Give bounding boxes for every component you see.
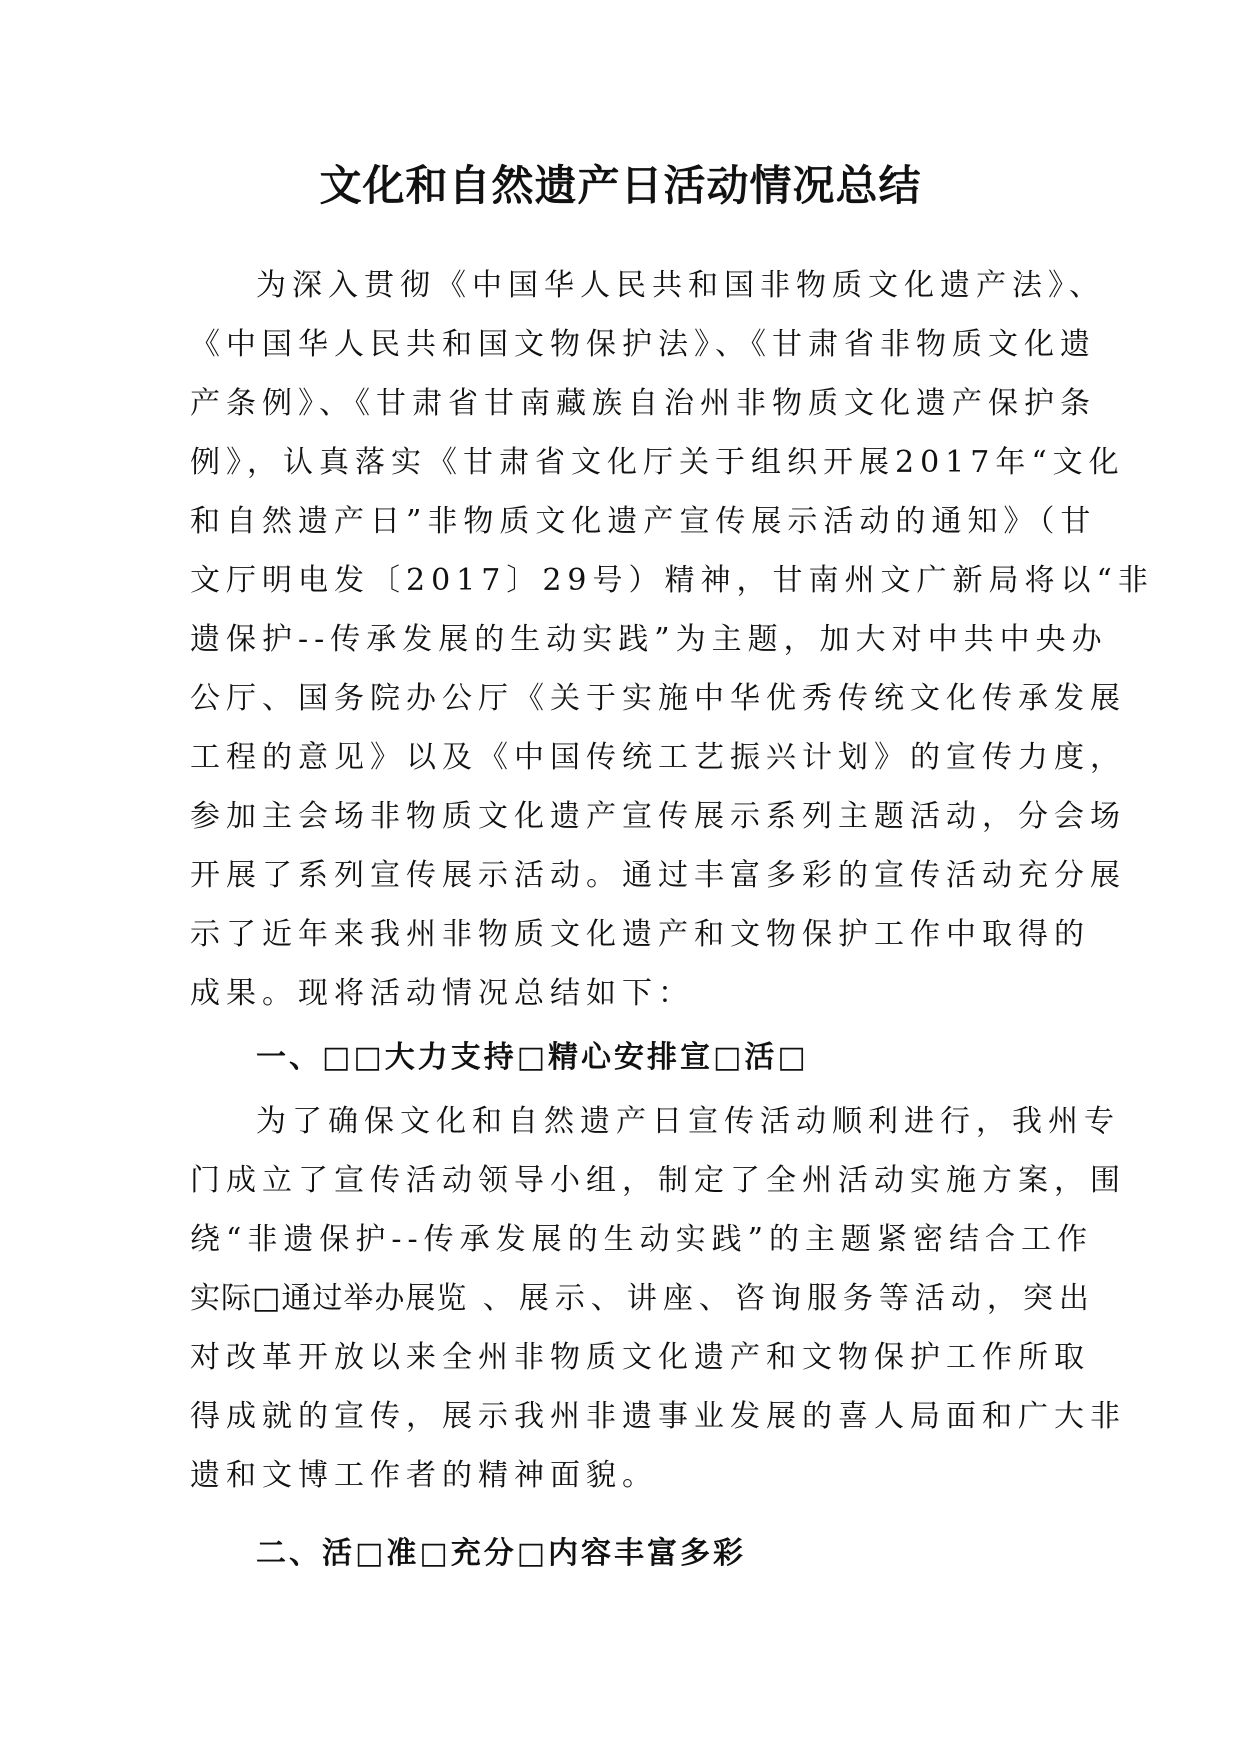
- document-title: 文化和自然遗产日活动情况总结: [319, 161, 922, 210]
- paragraph-line: 门成立了宣传活动领导小组，制定了全州活动实施方案，围: [190, 1163, 1126, 1198]
- paragraph-line: [190, 1269, 1095, 1328]
- paragraph-line: 公厅、国务院办公厅《关于实施中华优秀传统文化传承发展: [190, 681, 1126, 716]
- paragraph-line: 示了近年来我州非物质文化遗产和文物保护工作中取得的: [190, 917, 1090, 952]
- paragraph-line: 为深入贯彻《中国华人民共和国非物质文化遗产法》、: [256, 268, 1105, 303]
- paragraph-line: 遗和文博工作者的精神面貌。: [190, 1458, 658, 1493]
- section-heading-1: 一、□□大力支持□精心安排宣□活□: [256, 1040, 809, 1075]
- paragraph-fragment: 实际□通过举办展览: [190, 1281, 468, 1316]
- section1-paragraph: [190, 1092, 1126, 1505]
- paragraph-line: 参加主会场非物质文化遗产宣传展示系列主题活动，分会场: [190, 799, 1126, 834]
- paragraph-line: 成果。现将活动情况总结如下：: [190, 976, 694, 1011]
- paragraph-line: 开展了系列宣传展示活动。通过丰富多彩的宣传活动充分展: [190, 858, 1126, 893]
- paragraph-line: 文厅明电发〔2017〕29号）精神，甘南州文广新局将以“非: [190, 563, 1154, 598]
- paragraph-line: 《中国华人民共和国文物保护法》、《甘肃省非物质文化遗: [190, 327, 1096, 362]
- paragraph-line: 对改革开放以来全州非物质文化遗产和文物保护工作所取: [190, 1340, 1090, 1375]
- paragraph-line: 得成就的宣传，展示我州非遗事业发展的喜人局面和广大非: [190, 1399, 1126, 1434]
- paragraph-line: 和自然遗产日”非物质文化遗产宣传展示活动的通知》（甘: [190, 504, 1097, 539]
- paragraph-line: 为了确保文化和自然遗产日宣传活动顺利进行，我州专: [256, 1104, 1120, 1139]
- intro-paragraph: [190, 256, 1154, 1023]
- paragraph-line: 工程的意见》以及《中国传统工艺振兴计划》的宣传力度，: [190, 740, 1126, 775]
- section-heading-2: 二、活□准□充分□内容丰富多彩: [256, 1536, 747, 1571]
- paragraph-line: 绕“非遗保护--传承发展的生动实践”的主题紧密结合工作: [190, 1222, 1093, 1257]
- paragraph-line: 遗保护--传承发展的生动实践”为主题，加大对中共中央办: [190, 622, 1108, 657]
- paragraph-line: 产条例》、《甘肃省甘南藏族自治州非物质文化遗产保护条: [190, 386, 1096, 421]
- paragraph-fragment: 、展示、讲座、咨询服务等活动，突出: [467, 1281, 1095, 1316]
- paragraph-line: 例》，认真落实《甘肃省文化厅关于组织开展2017年“文化: [190, 445, 1125, 480]
